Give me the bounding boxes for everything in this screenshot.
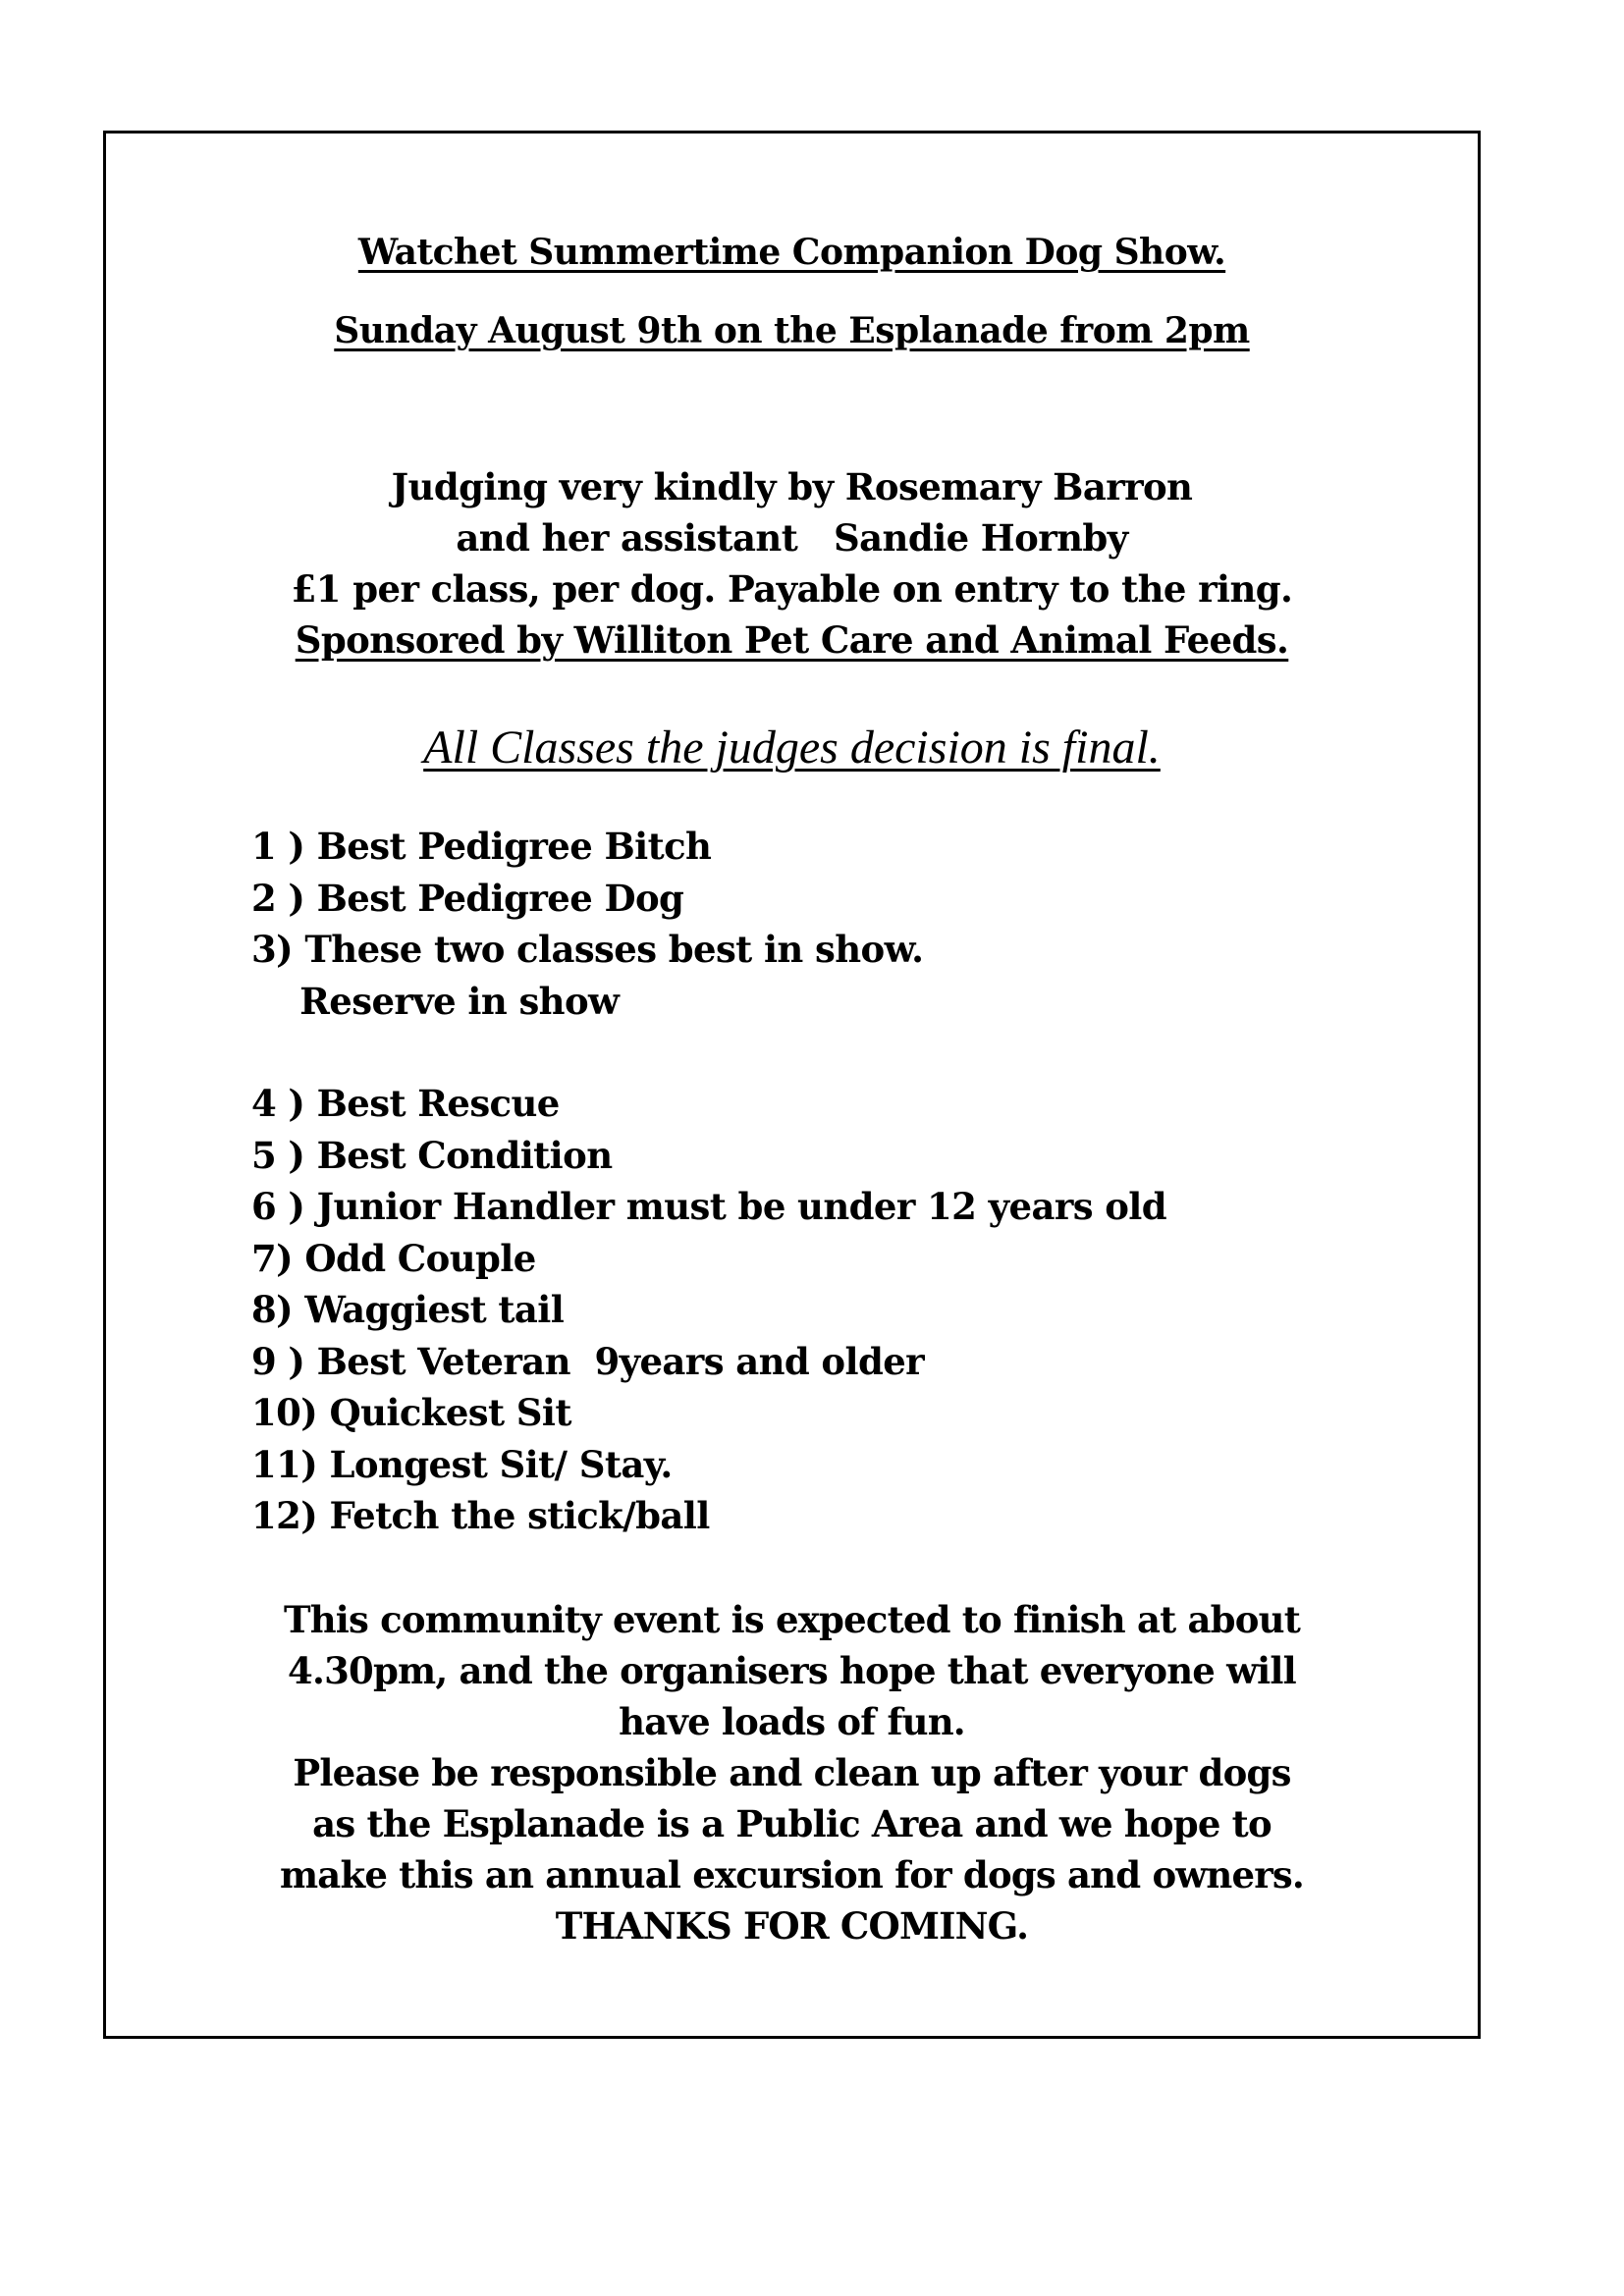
closing-line-3: have loads of fun.: [619, 1700, 965, 1743]
document-title: Watchet Summertime Companion Dog Show.: [357, 232, 1226, 273]
closing-line-1: This community event is expected to finish at about: [283, 1598, 1301, 1641]
judges-decision-notice: All Classes the judges decision is final.: [423, 721, 1161, 774]
classes-list-group-2: [251, 1078, 1166, 1542]
closing-line-6: make this an annual excursion for dogs and owners.: [279, 1853, 1305, 1896]
sponsor-line: Sponsored by Williton Pet Care and Animal Feeds.: [295, 618, 1289, 662]
class-item: 3) These two classes best in show.: [251, 928, 924, 971]
class-item: 9 ) Best Veteran 9years and older: [251, 1339, 925, 1383]
assistant-line: and her assistant Sandie Hornby: [456, 516, 1128, 560]
class-item: Reserve in show: [251, 979, 620, 1023]
notice-border-box: [103, 131, 1481, 2039]
class-item: 12) Fetch the stick/ball: [251, 1494, 710, 1537]
class-item: 7) Odd Couple: [251, 1236, 536, 1280]
class-item: 8) Waggiest tail: [251, 1288, 565, 1331]
class-item: 10) Quickest Sit: [251, 1391, 571, 1434]
document-title-row: [106, 232, 1478, 273]
document-subtitle-row: [106, 310, 1478, 351]
closing-line-4: Please be responsible and clean up after your dogs: [293, 1751, 1291, 1794]
judges-decision-row: [106, 721, 1478, 774]
class-item: 5 ) Best Condition: [251, 1133, 613, 1177]
class-item: 1 ) Best Pedigree Bitch: [251, 825, 712, 868]
fee-line: £1 per class, per dog. Payable on entry to the ring.: [291, 567, 1293, 611]
thanks-line: THANKS FOR COMING.: [555, 1904, 1029, 1948]
sponsor-row: [106, 614, 1478, 666]
closing-line-5: as the Esplanade is a Public Area and we hope to: [312, 1802, 1272, 1845]
judges-line: Judging very kindly by Rosemary Barron: [391, 465, 1193, 508]
closing-line-2: 4.30pm, and the organisers hope that everyone will: [288, 1649, 1296, 1692]
event-date-location: Sunday August 9th on the Esplanade from 2pm: [334, 310, 1250, 351]
class-item: 11) Longest Sit/ Stay.: [251, 1442, 673, 1486]
class-item: 4 ) Best Rescue: [251, 1082, 560, 1125]
class-item: 6 ) Junior Handler must be under 12 years old: [251, 1185, 1167, 1228]
class-item: 2 ) Best Pedigree Dog: [251, 876, 684, 920]
classes-list-group-1: [251, 821, 923, 1027]
